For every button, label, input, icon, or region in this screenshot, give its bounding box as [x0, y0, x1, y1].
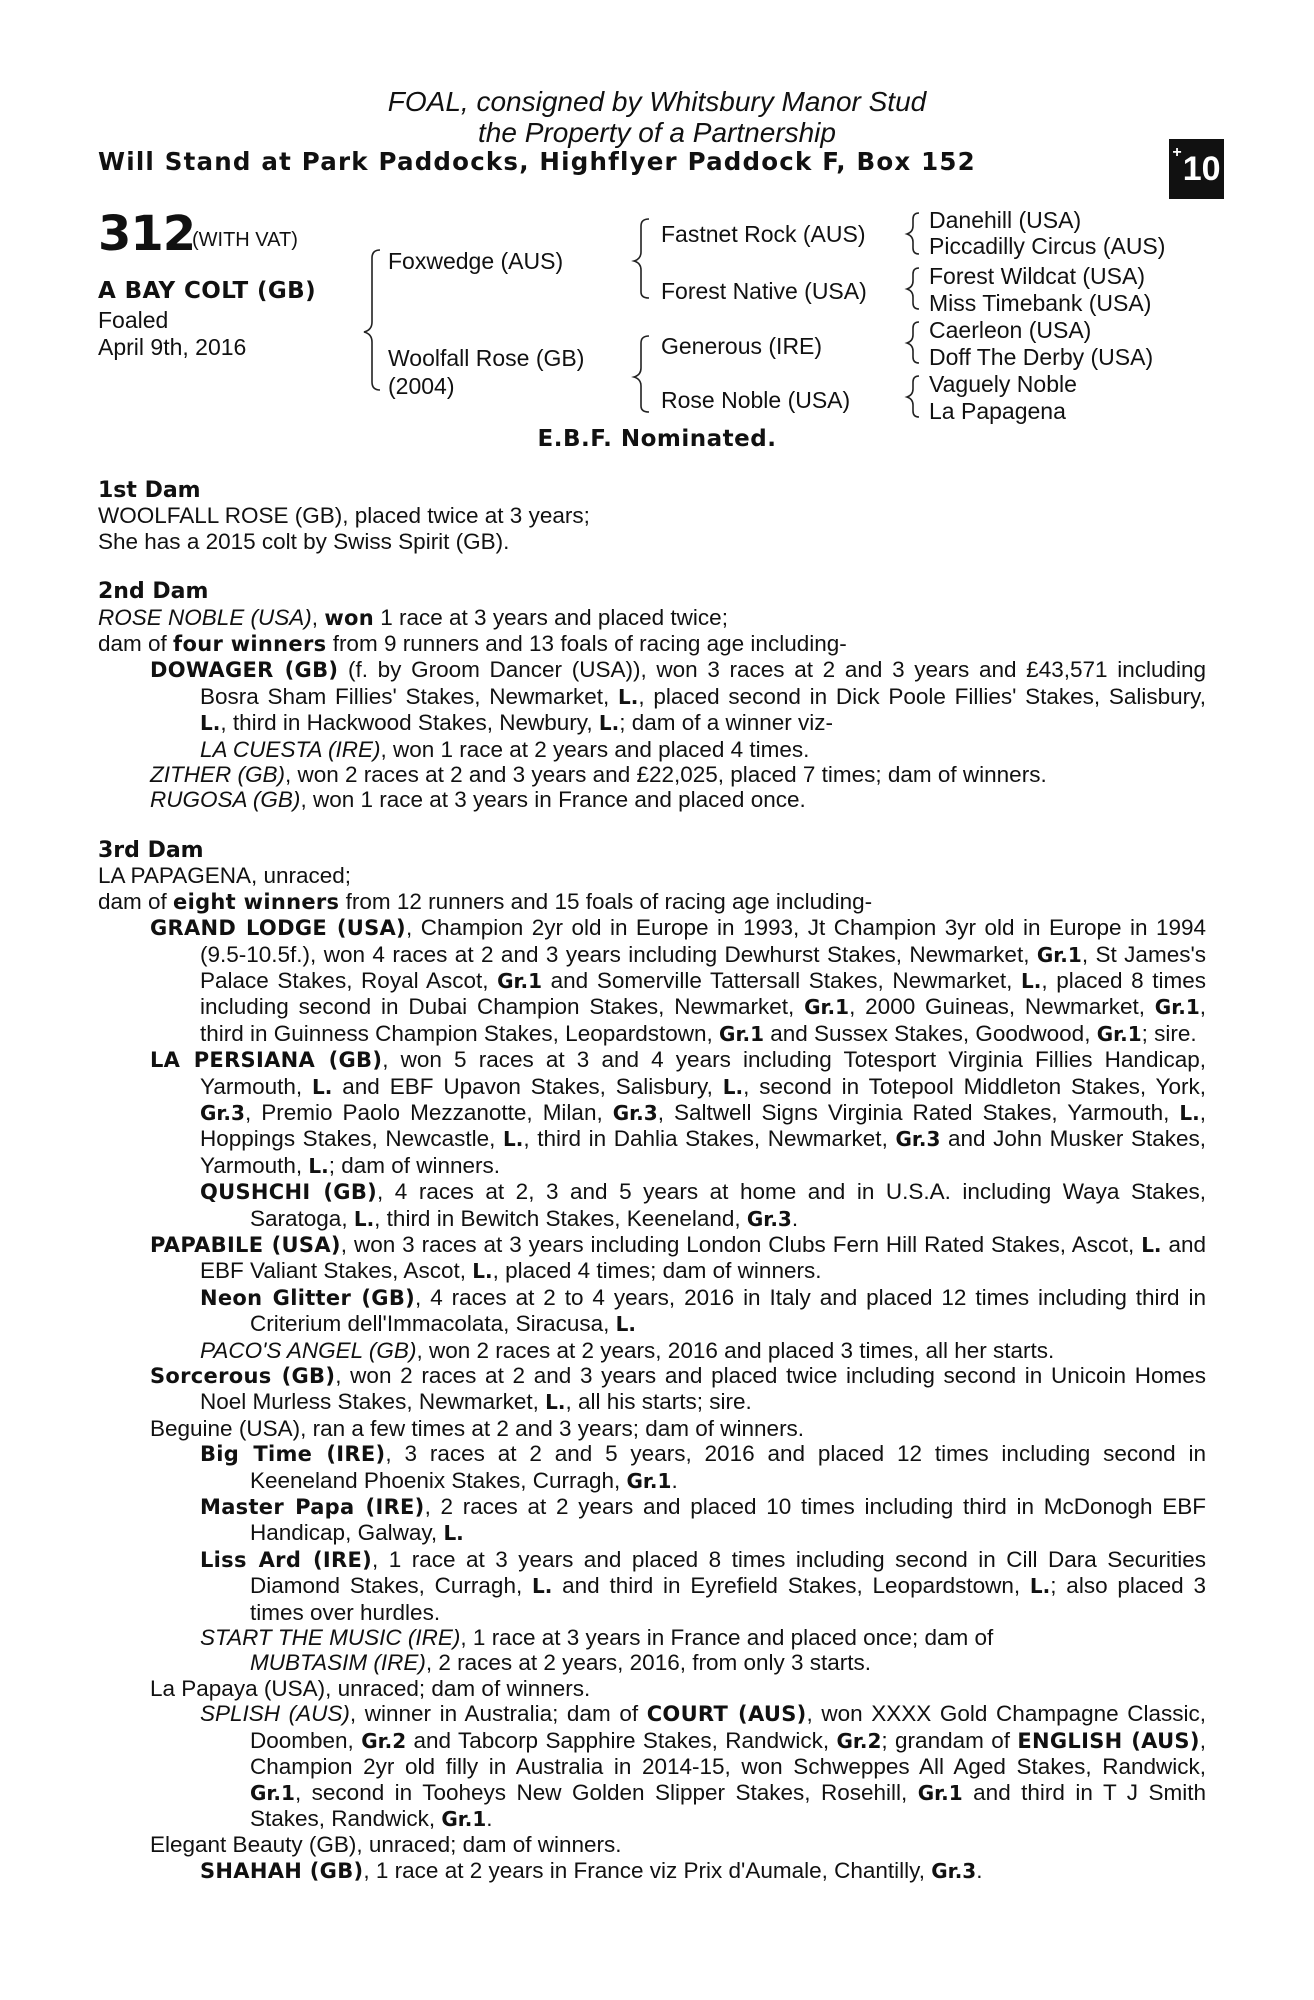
produce-splish: SPLISH (AUS), winner in Australia; dam of COURT (AUS), won XXXX Gold Champagne Classic, Doomben, Gr.2 and Tabcorp Sapphire Stakes, Randwick, Gr.2; grandam of ENGLISH (AUS), Champion 2yr old filly in Australia in 2014-15, won Schweppes All Aged Stakes, Randwick, Gr.1, second in Tooheys New Golden Slipper Stakes, Rosehill, Gr.1 and third in T J Smith Stakes, Randwick, Gr.1.: [200, 1701, 1207, 1831]
produce-rugosa: RUGOSA (GB), won 1 race at 3 years in France and placed once.: [150, 787, 806, 813]
first-dam-produce: She has a 2015 colt by Swiss Spirit (GB).: [98, 528, 510, 554]
produce-elegant-beauty: Elegant Beauty (GB), unraced; dam of winners.: [150, 1832, 622, 1858]
produce-shahah: SHAHAH (GB), 1 race at 2 years in France viz Prix d'Aumale, Chantilly, Gr.3.: [200, 1857, 983, 1883]
brace-gen2-dam: [634, 336, 649, 412]
third-dam-heading: 3rd Dam: [98, 837, 204, 863]
produce-la-papaya: La Papaya (USA), unraced; dam of winners.: [150, 1675, 591, 1701]
pedigree-dam-dam: Rose Noble (USA): [661, 387, 851, 413]
brace-gen3-1: [907, 213, 919, 254]
foaled-date: April 9th, 2016: [98, 334, 247, 360]
consignor-line: FOAL, consigned by Whitsbury Manor Stud: [387, 86, 927, 117]
produce-pacos-angel: PACO'S ANGEL (GB), won 2 races at 2 years, 2016 and placed 3 times, all her starts.: [200, 1337, 1055, 1363]
first-dam-heading: 1st Dam: [98, 478, 201, 503]
pedigree-gen3-5: Caerleon (USA): [929, 317, 1092, 343]
first-dam-section: [98, 478, 1206, 554]
pedigree-dam-year: (2004): [388, 373, 455, 399]
pedigree-gen3-8: La Papagena: [929, 398, 1066, 424]
badge-number: 10: [1182, 149, 1221, 188]
pedigree-gen3-6: Doff The Derby (USA): [929, 344, 1154, 370]
pedigree-gen3-1: Danehill (USA): [929, 207, 1082, 233]
vat-note: (WITH VAT): [192, 229, 298, 251]
badge-plus: +: [1172, 144, 1182, 161]
produce-master-papa: Master Papa (IRE), 2 races at 2 years and placed 10 times including third in McDonogh EBF Handicap, Galway, L.: [200, 1494, 1207, 1546]
second-dam-section: [98, 579, 1206, 813]
third-dam-line: LA PAPAGENA, unraced;: [98, 863, 352, 889]
pedigree-gen3-4: Miss Timebank (USA): [929, 290, 1152, 316]
produce-neon-glitter: Neon Glitter (GB), 4 races at 2 to 4 years, 2016 in Italy and placed 12 times including third in Criterium dell'Immacolata, Siracusa, L.: [200, 1284, 1206, 1337]
third-dam-summary: dam of eight winners from 12 runners and 15 foals of racing age including-: [98, 888, 873, 914]
first-dam-line: WOOLFALL ROSE (GB), placed twice at 3 years;: [98, 503, 590, 529]
produce-liss-ard: Liss Ard (IRE), 1 race at 3 years and placed 8 times including second in Cill Dara Securities Diamond Stakes, Curragh, L. and third in Eyrefield Stakes, Leopardstown, L.; also placed 3 times over hurdles.: [200, 1546, 1206, 1625]
second-dam-summary: dam of four winners from 9 runners and 13 foals of racing age including-: [98, 631, 847, 657]
pedigree-sire-sire: Fastnet Rock (AUS): [661, 221, 866, 247]
produce-la-cuesta: LA CUESTA (IRE), won 1 race at 2 years and placed 4 times.: [200, 736, 810, 762]
produce-dowager: DOWAGER (GB) (f. by Groom Dancer (USA)), won 3 races at 2 and 3 years and £43,571 including Bosra Sham Fillies' Stakes, Newmarket, L., placed second in Dick Poole Fillies' Stakes, Salisbury, L., third in Hackwood Stakes, Newbury, L.; dam of a winner viz-: [150, 657, 1207, 736]
produce-grand-lodge: GRAND LODGE (USA), Champion 2yr old in Europe in 1993, Jt Champion 3yr old in Europe in 1994 (9.5-10.5f.), won 4 races at 2 and 3 years including Dewhurst Stakes, Newmarket, Gr.1, St James's Palace Stakes, Royal Ascot, Gr.1 and Somerville Tattersall Stakes, Newmarket, L., placed 8 times including second in Dubai Champion Stakes, Newmarket, Gr.1, 2000 Guineas, Newmarket, Gr.1, third in Guinness Champion Stakes, Leopardstown, Gr.1 and Sussex Stakes, Goodwood, Gr.1; sire.: [150, 915, 1207, 1046]
lot-number: 312: [98, 206, 196, 262]
pedigree-dam-sire: Generous (IRE): [661, 333, 823, 359]
horse-description: A BAY COLT (GB): [98, 278, 317, 304]
pedigree-gen3-7: Vaguely Noble: [929, 371, 1077, 397]
brace-gen3-4: [907, 376, 919, 417]
produce-qushchi: QUSHCHI (GB), 4 races at 2, 3 and 5 years at home and in U.S.A. including Waya Stakes, Saratoga, L., third in Bewitch Stakes, Keeneland, Gr.3.: [200, 1179, 1206, 1231]
produce-mubtasim: MUBTASIM (IRE), 2 races at 2 years, 2016, from only 3 starts.: [250, 1650, 872, 1676]
property-line: the Property of a Partnership: [478, 117, 836, 148]
pedigree-gen3-3: Forest Wildcat (USA): [929, 263, 1145, 289]
pedigree-sire-dam: Forest Native (USA): [661, 278, 867, 304]
produce-sorcerous: Sorcerous (GB), won 2 races at 2 and 3 years and placed twice including second in Unicoin Homes Noel Murless Stakes, Newmarket, L., all his starts; sire.: [150, 1363, 1206, 1415]
pedigree-gen3-2: Piccadilly Circus (AUS): [929, 233, 1166, 259]
foaled-label: Foaled: [98, 307, 169, 333]
pedigree-braces: [0, 0, 1314, 440]
third-dam-section: [98, 838, 1206, 1884]
second-dam-line: ROSE NOBLE (USA), won 1 race at 3 years and placed twice;: [98, 604, 728, 630]
dam-line: [98, 478, 1206, 1884]
produce-beguine: Beguine (USA), ran a few times at 2 and 3 years; dam of winners.: [150, 1415, 805, 1441]
stand-location: Will Stand at Park Paddocks, Highflyer Paddock F, Box 152: [98, 147, 976, 176]
brace-gen1: [364, 250, 380, 390]
second-dam-heading: 2nd Dam: [98, 579, 209, 605]
brace-gen3-2: [907, 268, 919, 309]
ebf-nominated: E.B.F. Nominated.: [537, 426, 777, 452]
brace-gen2-sire: [634, 219, 649, 298]
produce-big-time: Big Time (IRE), 3 races at 2 and 5 years, 2016 and placed 12 times including second in Keeneland Phoenix Stakes, Curragh, Gr.1.: [200, 1441, 1207, 1493]
brace-gen3-3: [907, 322, 919, 363]
produce-zither: ZITHER (GB), won 2 races at 2 and 3 years and £22,025, placed 7 times; dam of winners.: [150, 762, 1047, 788]
pedigree-dam: Woolfall Rose (GB): [388, 345, 585, 371]
produce-la-persiana: LA PERSIANA (GB), won 5 races at 3 and 4 years including Totesport Virginia Fillies Handicap, Yarmouth, L. and EBF Upavon Stakes, Salisbury, L., second in Totepool Middleton Stakes, York, Gr.3, Premio Paolo Mezzanotte, Milan, Gr.3, Saltwell Signs Virginia Rated Stakes, Yarmouth, L., Hoppings Stakes, Newcastle, L., third in Dahlia Stakes, Newmarket, Gr.3 and John Musker Stakes, Yarmouth, L.; dam of winners.: [150, 1047, 1207, 1178]
produce-papabile: PAPABILE (USA), won 3 races at 3 years including London Clubs Fern Hill Rated Stakes, Ascot, L. and EBF Valiant Stakes, Ascot, L., placed 4 times; dam of winners.: [150, 1231, 1206, 1284]
pedigree-sire: Foxwedge (AUS): [388, 248, 564, 274]
produce-start-the-music: START THE MUSIC (IRE), 1 race at 3 years in France and placed once; dam of: [200, 1625, 994, 1651]
